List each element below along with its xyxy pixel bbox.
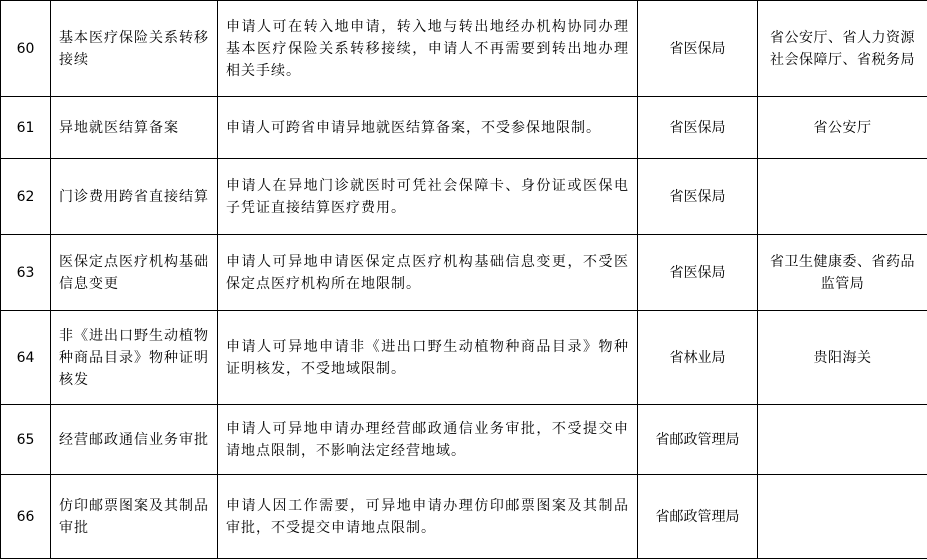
item-name: 经营邮政通信业务审批 <box>51 405 218 475</box>
item-name: 异地就医结算备案 <box>51 97 218 159</box>
item-description: 申请人可异地申请办理经营邮政通信业务审批，不受提交申请地点限制，不影响法定经营地域。 <box>218 405 638 475</box>
row-number: 60 <box>1 1 51 97</box>
row-number: 64 <box>1 311 51 405</box>
table-row <box>1 311 927 405</box>
cooperating-departments <box>758 405 927 475</box>
item-name: 医保定点医疗机构基础信息变更 <box>51 235 218 311</box>
table-row <box>1 405 927 475</box>
item-name: 仿印邮票图案及其制品审批 <box>51 475 218 559</box>
table-row <box>1 97 927 159</box>
lead-department: 省邮政管理局 <box>638 405 758 475</box>
item-name: 门诊费用跨省直接结算 <box>51 159 218 235</box>
lead-department: 省医保局 <box>638 1 758 97</box>
cooperating-departments: 贵阳海关 <box>758 311 927 405</box>
lead-department: 省林业局 <box>638 311 758 405</box>
row-number: 63 <box>1 235 51 311</box>
lead-department: 省邮政管理局 <box>638 475 758 559</box>
cooperating-departments: 省卫生健康委、省药品监管局 <box>758 235 927 311</box>
item-description: 申请人可异地申请非《进出口野生动植物种商品目录》物种证明核发，不受地域限制。 <box>218 311 638 405</box>
cooperating-departments <box>758 475 927 559</box>
row-number: 61 <box>1 97 51 159</box>
lead-department: 省医保局 <box>638 159 758 235</box>
item-name: 基本医疗保险关系转移接续 <box>51 1 218 97</box>
table-row <box>1 235 927 311</box>
cooperating-departments: 省公安厅、省人力资源社会保障厅、省税务局 <box>758 1 927 97</box>
cooperating-departments: 省公安厅 <box>758 97 927 159</box>
item-description: 申请人在异地门诊就医时可凭社会保障卡、身份证或医保电子凭证直接结算医疗费用。 <box>218 159 638 235</box>
item-description: 申请人因工作需要，可异地申请办理仿印邮票图案及其制品审批，不受提交申请地点限制。 <box>218 475 638 559</box>
lead-department: 省医保局 <box>638 97 758 159</box>
row-number: 62 <box>1 159 51 235</box>
table-row <box>1 1 927 97</box>
table-row <box>1 159 927 235</box>
item-name: 非《进出口野生动植物种商品目录》物种证明核发 <box>51 311 218 405</box>
item-description: 申请人可跨省申请异地就医结算备案，不受参保地限制。 <box>218 97 638 159</box>
item-description: 申请人可在转入地申请，转入地与转出地经办机构协同办理基本医疗保险关系转移接续，申请人不再需要到转出地办理相关手续。 <box>218 1 638 97</box>
cooperating-departments <box>758 159 927 235</box>
row-number: 65 <box>1 405 51 475</box>
item-description: 申请人可异地申请医保定点医疗机构基础信息变更，不受医保定点医疗机构所在地限制。 <box>218 235 638 311</box>
lead-department: 省医保局 <box>638 235 758 311</box>
table-row <box>1 475 927 559</box>
row-number: 66 <box>1 475 51 559</box>
